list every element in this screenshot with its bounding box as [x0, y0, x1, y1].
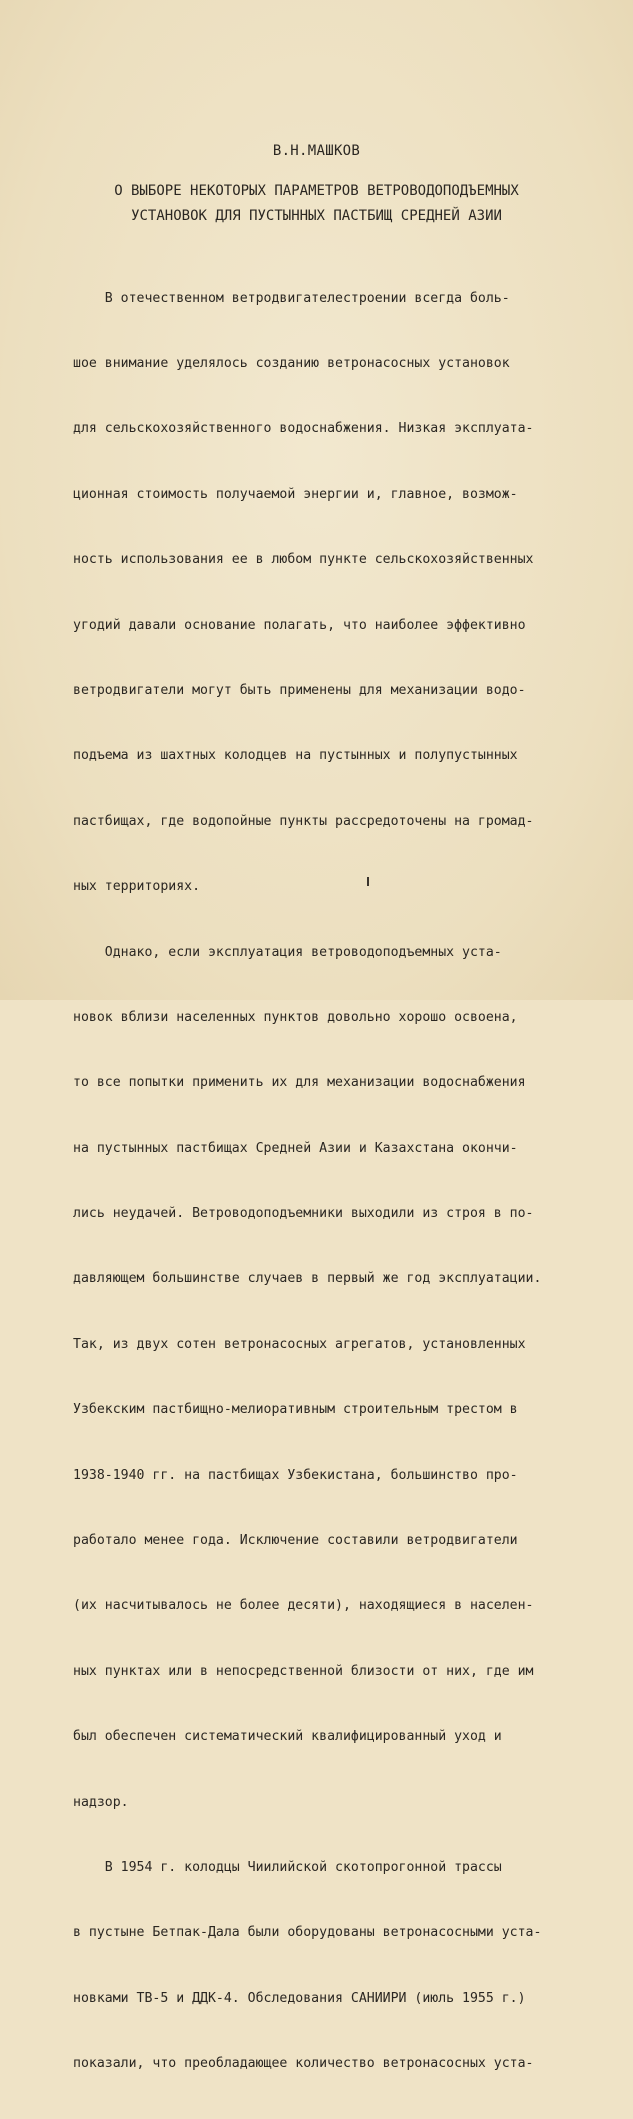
text-line: шое внимание уделялось созданию ветронасосных установок [73, 355, 510, 371]
text-line: 1938-1940 гг. на пастбищах Узбекистана, большинство про- [73, 1467, 518, 1483]
text-line: В 1954 г. колодцы Чиилийской скотопрогонной трассы [73, 1859, 502, 1875]
text-line: ных пунктах или в непосредственной близости от них, где им [73, 1663, 534, 1679]
text-line: показали, что преобладающее количество ветронасосных уста- [73, 2056, 534, 2072]
text-line: угодий давали основание полагать, что наиболее эффективно [73, 617, 526, 633]
text-line: ных территориях. [73, 879, 201, 895]
text-line: давляющем большинстве случаев в первый же год эксплуатации. [73, 1271, 542, 1287]
text-line: в пустыне Бетпак-Дала были оборудованы ветронасосными уста- [73, 1925, 542, 1941]
title-line: О ВЫБОРЕ НЕКОТОРЫХ ПАРАМЕТРОВ ВЕТРОВОДОПОДЪЕМНЫХ [114, 183, 519, 199]
text-line: на пустынных пастбищах Средней Азии и Казахстана окончи- [73, 1140, 518, 1156]
text-line: для сельскохозяйственного водоснабжения. Низкая эксплуата- [73, 421, 534, 437]
title-line: УСТАНОВОК ДЛЯ ПУСТЫННЫХ ПАСТБИЩ СРЕДНЕЙ АЗИИ [131, 208, 502, 224]
article-title [0, 179, 633, 229]
body-text [73, 244, 543, 2119]
text-line: новок вблизи населенных пунктов довольно хорошо освоена, [73, 1009, 518, 1025]
text-line: Узбекским пастбищно-мелиоративным строительным трестом в [73, 1402, 518, 1418]
text-line: Однако, если эксплуатация ветроводоподъемных уста- [73, 944, 502, 960]
text-line: то все попытки применить их для механизации водоснабжения [73, 1075, 526, 1091]
text-line: работало менее года. Исключение составили ветродвигатели [73, 1533, 518, 1549]
ink-mark [367, 877, 369, 886]
text-line: ность использования ее в любом пункте сельскохозяйственных [73, 552, 534, 568]
text-line: В отечественном ветродвигателестроении всегда боль- [73, 290, 510, 306]
text-line: новками ТВ-5 и ДДК-4. Обследования САНИИРИ (июль 1955 г.) [73, 1990, 526, 2006]
text-line: пастбищах, где водопойные пункты рассредоточены на громад- [73, 813, 534, 829]
text-line: подъема из шахтных колодцев на пустынных и полупустынных [73, 748, 518, 764]
author-name: В.Н.МАШКОВ [272, 143, 361, 159]
text-line: (их насчитывалось не более десяти), находящиеся в населен- [73, 1598, 534, 1614]
text-line: был обеспечен систематический квалифицированный уход и [73, 1729, 502, 1745]
text-line: лись неудачей. Ветроводоподъемники выходили из строя в по- [73, 1206, 534, 1222]
text-line: ционная стоимость получаемой энергии и, главное, возмож- [73, 486, 518, 502]
text-line: ветродвигатели могут быть применены для механизации водо- [73, 682, 526, 698]
text-line: Так, из двух сотен ветронасосных агрегатов, установленных [73, 1336, 526, 1352]
text-line: надзор. [73, 1794, 129, 1810]
